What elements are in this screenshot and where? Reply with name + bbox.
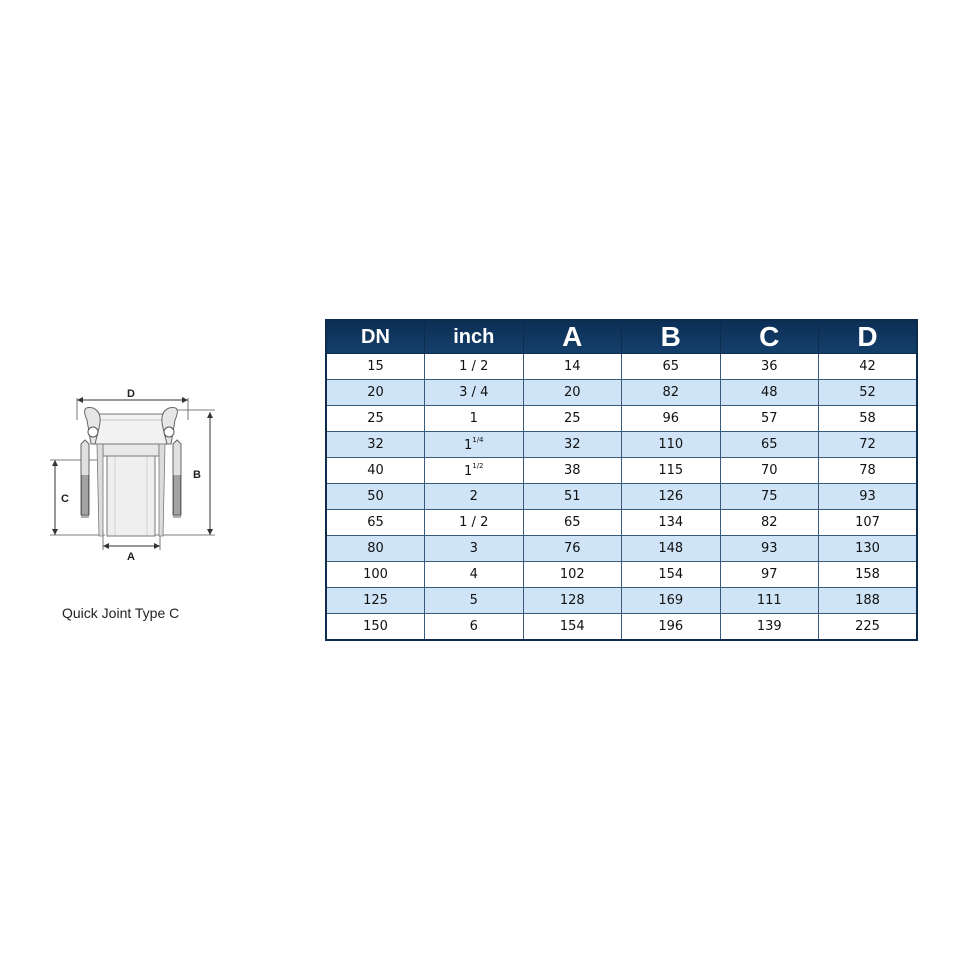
- cell-d-value: 72: [859, 437, 876, 452]
- cell-inch: [425, 536, 524, 562]
- cell-dn: [326, 484, 425, 510]
- cell-dn: [326, 510, 425, 536]
- cell-c: [720, 614, 819, 641]
- cell-dn: [326, 536, 425, 562]
- cell-c-value: 93: [760, 541, 778, 556]
- cell-dn-value: 150: [363, 619, 388, 634]
- cell-inch-value: 4: [469, 567, 478, 582]
- cell-c: [720, 432, 819, 458]
- cell-a: [523, 432, 622, 458]
- cell-b: [622, 432, 721, 458]
- cell-b-value: 126: [658, 489, 684, 504]
- cell-inch: [425, 432, 524, 458]
- table-row: [326, 380, 917, 406]
- cell-inch: [425, 354, 524, 380]
- cell-b-value: 196: [658, 619, 684, 634]
- cell-dn: [326, 588, 425, 614]
- cell-inch: [425, 562, 524, 588]
- dim-label-d: D: [127, 388, 135, 400]
- cell-dn: [326, 406, 425, 432]
- cell-c: [720, 484, 819, 510]
- cell-b-value: 65: [662, 359, 680, 374]
- cell-c-value: 48: [760, 385, 778, 400]
- cell-inch-value: 5: [469, 593, 478, 608]
- cell-c-value: 57: [760, 411, 778, 426]
- cell-b-value: 134: [658, 515, 684, 530]
- cell-dn: [326, 354, 425, 380]
- cell-dn-value: 80: [367, 541, 384, 556]
- cell-d-value: 158: [855, 567, 880, 582]
- header-b: B: [622, 320, 721, 354]
- cell-dn-value: 32: [367, 437, 384, 452]
- cell-d-value: 93: [859, 489, 876, 504]
- cell-inch-value: 3: [469, 541, 478, 556]
- table-row: [326, 354, 917, 380]
- cell-c: [720, 458, 819, 484]
- cell-inch: [425, 406, 524, 432]
- cell-a-value: 128: [559, 593, 585, 608]
- cell-a-value: 25: [563, 411, 581, 426]
- cell-inch-value: 3 / 4: [459, 385, 489, 400]
- cell-c: [720, 536, 819, 562]
- cell-a-value: 20: [563, 385, 581, 400]
- cell-a-value: 51: [563, 489, 581, 504]
- table-row: [326, 536, 917, 562]
- cell-dn: [326, 458, 425, 484]
- cell-a: [523, 458, 622, 484]
- cell-a-value: 32: [563, 437, 581, 452]
- cell-d-value: 58: [859, 411, 876, 426]
- cell-inch: [425, 380, 524, 406]
- cell-c-value: 82: [760, 515, 778, 530]
- table-row: [326, 510, 917, 536]
- dim-label-a: A: [127, 551, 135, 563]
- coupling-drawing: [45, 380, 235, 580]
- cell-c-value: 139: [756, 619, 782, 634]
- cell-c-value: 70: [760, 463, 778, 478]
- cell-c-value: 36: [760, 359, 778, 374]
- cell-d: [819, 588, 918, 614]
- cell-a: [523, 562, 622, 588]
- cell-dn-value: 65: [367, 515, 384, 530]
- header-inch: inch: [425, 320, 524, 354]
- header-c: C: [720, 320, 819, 354]
- cell-d: [819, 432, 918, 458]
- cell-b: [622, 406, 721, 432]
- cell-inch-value: 1: [463, 464, 473, 479]
- cell-d-value: 78: [859, 463, 876, 478]
- cell-d: [819, 484, 918, 510]
- cell-c: [720, 406, 819, 432]
- cell-b-value: 96: [662, 411, 680, 426]
- cell-a-value: 38: [563, 463, 581, 478]
- cell-c-value: 97: [760, 567, 778, 582]
- table-header-row: [326, 320, 917, 354]
- cell-inch: [425, 614, 524, 641]
- cell-a: [523, 536, 622, 562]
- cell-b: [622, 354, 721, 380]
- cell-b: [622, 380, 721, 406]
- cell-dn: [326, 432, 425, 458]
- cell-a-value: 76: [563, 541, 581, 556]
- header-dn: DN: [326, 320, 425, 354]
- drawing-caption: Quick Joint Type C: [62, 605, 180, 621]
- cell-dn-value: 25: [367, 411, 384, 426]
- cell-c: [720, 354, 819, 380]
- cell-dn-value: 100: [363, 567, 388, 582]
- cell-b-value: 115: [658, 463, 684, 478]
- cell-a: [523, 354, 622, 380]
- cell-a-value: 102: [559, 567, 585, 582]
- cell-b: [622, 510, 721, 536]
- cell-a: [523, 510, 622, 536]
- table-body: [326, 354, 917, 641]
- cell-d-value: 107: [855, 515, 880, 530]
- cell-inch-value: 1 / 2: [459, 359, 489, 374]
- cell-d: [819, 536, 918, 562]
- cell-inch-value: 6: [469, 619, 478, 634]
- table-row: [326, 458, 917, 484]
- cell-d: [819, 354, 918, 380]
- cell-b-value: 82: [662, 385, 680, 400]
- cell-c: [720, 588, 819, 614]
- table-row: [326, 432, 917, 458]
- cell-d: [819, 406, 918, 432]
- cell-inch: [425, 458, 524, 484]
- cell-a: [523, 588, 622, 614]
- cell-dn: [326, 614, 425, 641]
- cell-d: [819, 510, 918, 536]
- cell-d-value: 225: [855, 619, 880, 634]
- cell-c-value: 111: [756, 593, 782, 608]
- cell-a-value: 154: [559, 619, 585, 634]
- cell-inch-fraction: 1/2: [472, 462, 484, 470]
- cell-b: [622, 536, 721, 562]
- cell-inch-fraction: 1/4: [472, 436, 484, 444]
- header-a: A: [523, 320, 622, 354]
- cell-c-value: 65: [760, 437, 778, 452]
- cell-c: [720, 562, 819, 588]
- cell-inch: [425, 588, 524, 614]
- cell-a: [523, 484, 622, 510]
- cell-d-value: 42: [859, 359, 876, 374]
- cell-b: [622, 458, 721, 484]
- cell-inch: [425, 510, 524, 536]
- table-row: [326, 588, 917, 614]
- cell-b: [622, 484, 721, 510]
- cell-dn: [326, 380, 425, 406]
- cell-a: [523, 380, 622, 406]
- table-row: [326, 406, 917, 432]
- cell-dn-value: 50: [367, 489, 384, 504]
- cell-b-value: 148: [658, 541, 684, 556]
- cell-inch-value: 1: [463, 438, 473, 453]
- header-d: D: [819, 320, 918, 354]
- dimensions-table: [325, 319, 918, 641]
- table-row: [326, 484, 917, 510]
- cell-dn-value: 40: [367, 463, 384, 478]
- cell-b: [622, 588, 721, 614]
- dim-label-c: C: [61, 493, 69, 505]
- table-row: [326, 614, 917, 641]
- cell-inch-value: 2: [469, 489, 478, 504]
- cell-a: [523, 406, 622, 432]
- cell-d: [819, 614, 918, 641]
- cell-d-value: 52: [859, 385, 876, 400]
- cell-b-value: 169: [658, 593, 684, 608]
- cell-b-value: 110: [658, 437, 684, 452]
- cell-c: [720, 510, 819, 536]
- cell-b: [622, 562, 721, 588]
- cell-a-value: 14: [563, 359, 581, 374]
- dim-label-b: B: [193, 469, 201, 481]
- cell-b-value: 154: [658, 567, 684, 582]
- cell-a: [523, 614, 622, 641]
- cell-inch-value: 1: [469, 411, 478, 426]
- cell-a-value: 65: [563, 515, 581, 530]
- cell-c-value: 75: [760, 489, 778, 504]
- cell-c: [720, 380, 819, 406]
- cell-dn-value: 125: [363, 593, 388, 608]
- cell-d: [819, 458, 918, 484]
- cell-d-value: 130: [855, 541, 880, 556]
- cell-b: [622, 614, 721, 641]
- cell-d-value: 188: [855, 593, 880, 608]
- cell-dn-value: 15: [367, 359, 384, 374]
- cell-dn-value: 20: [367, 385, 384, 400]
- cell-d: [819, 380, 918, 406]
- table-row: [326, 562, 917, 588]
- cell-inch: [425, 484, 524, 510]
- cell-d: [819, 562, 918, 588]
- cell-inch-value: 1 / 2: [459, 515, 489, 530]
- cell-dn: [326, 562, 425, 588]
